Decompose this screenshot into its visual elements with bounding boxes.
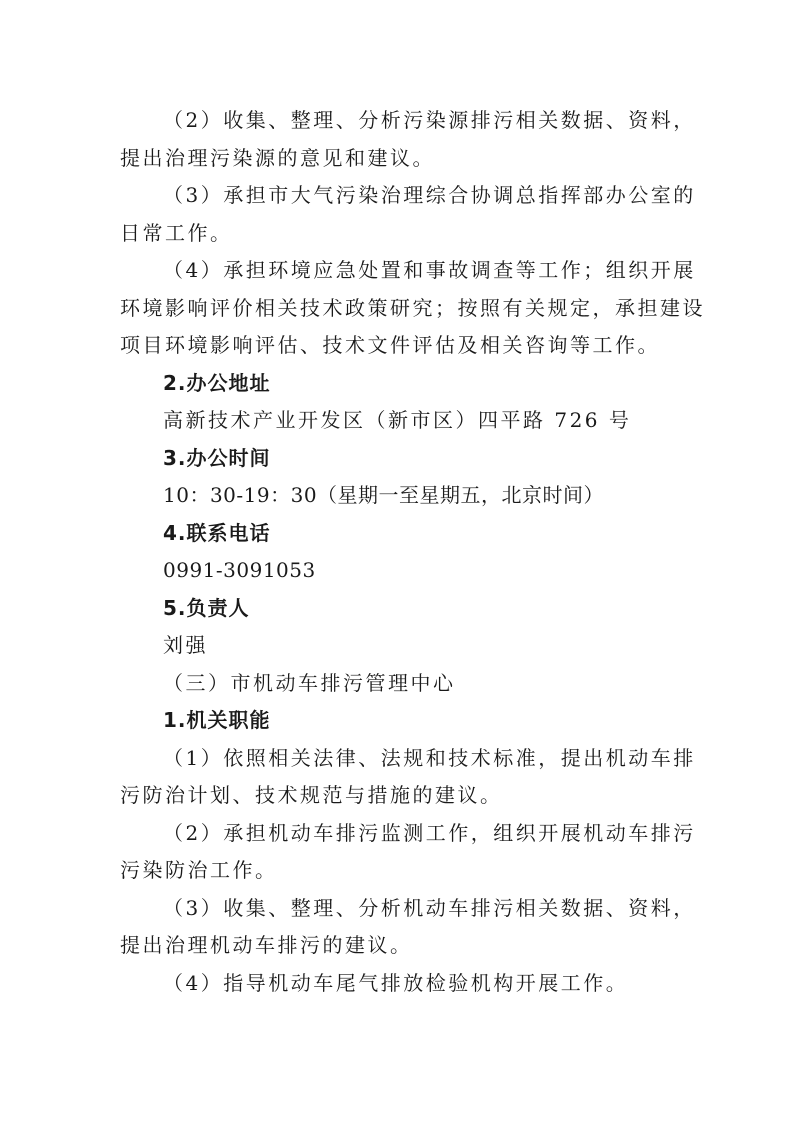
section-heading-functions: 1.机关职能 bbox=[163, 708, 271, 732]
section-heading-office-hours: 3.办公时间 bbox=[163, 446, 271, 470]
office-hours: 10：30-19：30（星期一至星期五，北京时间） bbox=[163, 483, 605, 507]
paragraph-item-3-line-2: 日常工作。 bbox=[120, 221, 233, 245]
section-heading-office-address: 2.办公地址 bbox=[163, 371, 271, 395]
office-address: 高新技术产业开发区（新市区）四平路 726 号 bbox=[163, 408, 632, 432]
subsection-title-vehicle-center: （三）市机动车排污管理中心 bbox=[163, 671, 456, 695]
function-item-4-line-1: （4）指导机动车尾气排放检验机构开展工作。 bbox=[163, 971, 629, 995]
paragraph-item-2-line-1: （2）收集、整理、分析污染源排污相关数据、资料， bbox=[163, 108, 696, 132]
section-heading-person-in-charge: 5.负责人 bbox=[163, 596, 250, 620]
paragraph-item-2-line-2: 提出治理污染源的意见和建议。 bbox=[120, 146, 435, 170]
paragraph-item-4-line-3: 项目环境影响评估、技术文件评估及相关咨询等工作。 bbox=[120, 333, 660, 357]
paragraph-item-4-line-1: （4）承担环境应急处置和事故调查等工作；组织开展 bbox=[163, 258, 696, 282]
function-item-3-line-2: 提出治理机动车排污的建议。 bbox=[120, 933, 413, 957]
function-item-1-line-2: 污防治计划、技术规范与措施的建议。 bbox=[120, 783, 503, 807]
paragraph-item-3-line-1: （3）承担市大气污染治理综合协调总指挥部办公室的 bbox=[163, 183, 696, 207]
function-item-1-line-1: （1）依照相关法律、法规和技术标准，提出机动车排 bbox=[163, 746, 696, 770]
function-item-2-line-2: 污染防治工作。 bbox=[120, 858, 278, 882]
contact-phone: 0991-3091053 bbox=[163, 558, 316, 582]
paragraph-item-4-line-2: 环境影响评价相关技术政策研究；按照有关规定，承担建设 bbox=[120, 296, 705, 320]
person-in-charge: 刘强 bbox=[163, 633, 208, 657]
function-item-2-line-1: （2）承担机动车排污监测工作，组织开展机动车排污 bbox=[163, 821, 696, 845]
section-heading-contact-phone: 4.联系电话 bbox=[163, 521, 271, 545]
function-item-3-line-1: （3）收集、整理、分析机动车排污相关数据、资料， bbox=[163, 896, 696, 920]
